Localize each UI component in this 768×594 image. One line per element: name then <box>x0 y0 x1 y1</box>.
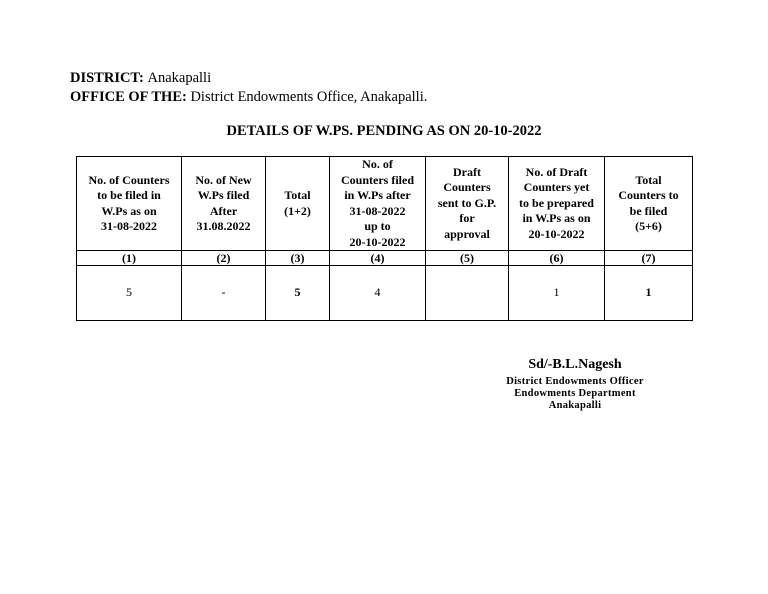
header-col-5 <box>426 157 509 251</box>
header-col-7 <box>605 157 693 251</box>
header-line: Counters <box>443 180 491 195</box>
signatory-department: Endowments Department <box>514 388 636 399</box>
district-line <box>70 69 211 87</box>
header-line: approval <box>444 226 490 241</box>
value-total-to-file: 1 <box>605 266 693 321</box>
header-col-6 <box>509 157 605 251</box>
value-draft-sent <box>426 266 509 321</box>
header-line: 20-10-2022 <box>349 234 406 249</box>
document-title: DETAILS OF W.PS. PENDING AS ON 20-10-2022 <box>226 123 542 139</box>
office-label: OFFICE OF THE: <box>70 89 187 105</box>
value-counters-to-file: 5 <box>77 266 182 321</box>
wp-pending-table <box>76 156 693 321</box>
column-number: (4) <box>330 251 426 266</box>
header-line: up to <box>364 219 391 233</box>
value-new-wps: - <box>182 266 266 321</box>
header-line: Counters filed <box>341 172 414 187</box>
header-line: to be filed in <box>97 188 161 202</box>
header-col-3 <box>266 157 330 251</box>
signatory-designation: District Endowments Officer <box>506 376 644 387</box>
header-col-1 <box>77 157 182 251</box>
header-line: W.Ps filed <box>197 188 250 202</box>
column-number: (1) <box>77 251 182 266</box>
header-line: in W.Ps after <box>344 188 411 202</box>
header-line: in W.Ps as on <box>522 211 591 226</box>
district-value: Anakapalli <box>147 70 212 86</box>
header-line: 31.08.2022 <box>196 219 251 233</box>
header-col-4 <box>330 157 426 251</box>
header-line: (1+2) <box>284 203 311 218</box>
table-row <box>77 266 693 321</box>
value-draft-pending: 1 <box>509 266 605 321</box>
signatory-name: Sd/-B.L.Nagesh <box>528 357 622 372</box>
header-line: No. of Counters <box>88 172 170 187</box>
header-line: be filed <box>629 203 668 218</box>
table-header-row <box>77 157 693 251</box>
column-number-row <box>77 251 693 266</box>
value-counters-filed: 4 <box>330 266 426 321</box>
header-line: to be prepared <box>519 195 594 210</box>
header-line: sent to G.P. <box>437 195 497 210</box>
header-line: After <box>209 203 238 218</box>
signatory-location: Anakapalli <box>548 400 602 411</box>
column-number: (2) <box>182 251 266 266</box>
header-line: No. of Draft <box>525 164 588 179</box>
header-line: Total <box>284 188 311 202</box>
header-col-2 <box>182 157 266 251</box>
column-number: (7) <box>605 251 693 266</box>
header-line: No. of <box>362 157 393 171</box>
header-line: 31-08-2022 <box>349 203 406 218</box>
office-line <box>70 88 427 106</box>
column-number: (6) <box>509 251 605 266</box>
document-title-wrap <box>0 123 768 140</box>
header-line: for <box>459 211 475 226</box>
header-line: (5+6) <box>635 219 662 233</box>
header-line: 31-08-2022 <box>101 219 157 233</box>
header-line: 20-10-2022 <box>528 226 585 241</box>
column-number: (3) <box>266 251 330 266</box>
header-line: Draft <box>453 164 481 179</box>
header-line: Total <box>635 172 662 187</box>
header-line: W.Ps as on <box>101 203 157 218</box>
column-number: (5) <box>426 251 509 266</box>
header-line: Counters yet <box>523 180 590 195</box>
value-total: 5 <box>266 266 330 321</box>
header-line: No. of New <box>195 172 252 187</box>
header-line: Counters to <box>618 188 679 202</box>
district-label: DISTRICT: <box>70 70 144 86</box>
office-value: District Endowments Office, Anakapalli. <box>190 89 428 105</box>
